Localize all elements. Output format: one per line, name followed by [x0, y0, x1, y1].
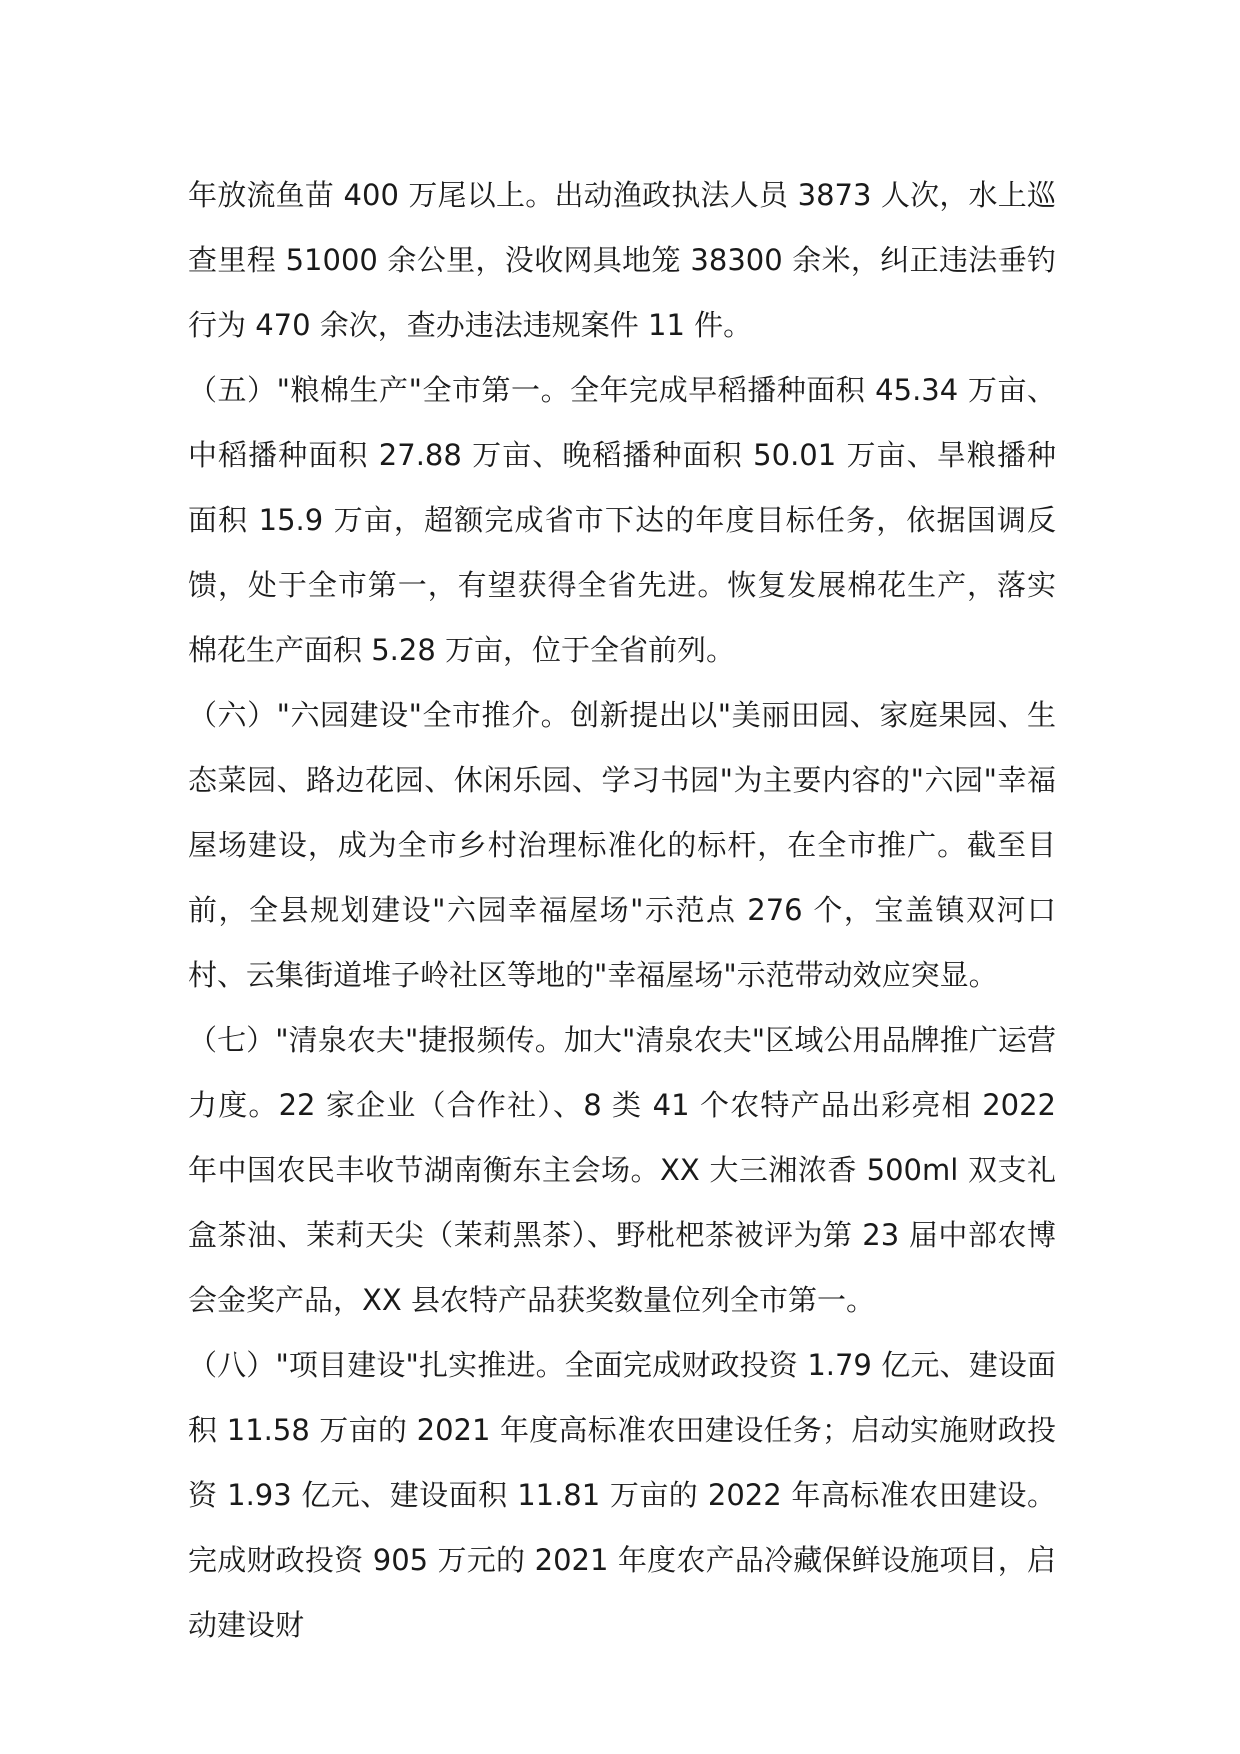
paragraph-qingquan-farmer: （七）"清泉农夫"捷报频传。加大"清泉农夫"区域公用品牌推广运营力度。22 家企业（合作社）、8 类 41 个农特产品出彩亮相 2022 年中国农民丰收节湖南衡东主会场。XX 大三湘浓香 500ml 双支礼盒茶油、茉莉天尖（茉莉黑茶）、野枇杷茶被评为第 23 届中部农博会金奖产品，XX 县农特产品获奖数量位列全市第一。: [188, 1023, 1056, 1317]
paragraph-fish-release: 年放流鱼苗 400 万尾以上。出动渔政执法人员 3873 人次，水上巡查里程 51000 余公里，没收网具地笼 38300 余米，纠正违法垂钓行为 470 余次，查办违法违规案件 11 件。: [188, 178, 1056, 342]
paragraph-project-construction: （八）"项目建设"扎实推进。全面完成财政投资 1.79 亿元、建设面积 11.58 万亩的 2021 年度高标准农田建设任务；启动实施财政投资 1.93 亿元、建设面积 11.81 万亩的 2022 年高标准农田建设。完成财政投资 905 万元的 2021 年度农产品冷藏保鲜设施项目，启动建设财: [188, 1348, 1056, 1642]
paragraph-six-gardens: （六）"六园建设"全市推介。创新提出以"美丽田园、家庭果园、生态菜园、路边花园、休闲乐园、学习书园"为主要内容的"六园"幸福屋场建设，成为全市乡村治理标准化的标杆，在全市推广。截至目前，全县规划建设"六园幸福屋场"示范点 276 个，宝盖镇双河口村、云集街道堆子岭社区等地的"幸福屋场"示范带动效应突显。: [188, 698, 1056, 992]
paragraph-grain-cotton: （五）"粮棉生产"全市第一。全年完成早稻播种面积 45.34 万亩、中稻播种面积 27.88 万亩、晚稻播种面积 50.01 万亩、旱粮播种面积 15.9 万亩，超额完成省市下达的年度目标任务，依据国调反馈，处于全市第一，有望获得全省先进。恢复发展棉花生产，落实棉花生产面积 5.28 万亩，位于全省前列。: [188, 373, 1056, 667]
body-text: [188, 163, 1056, 1658]
